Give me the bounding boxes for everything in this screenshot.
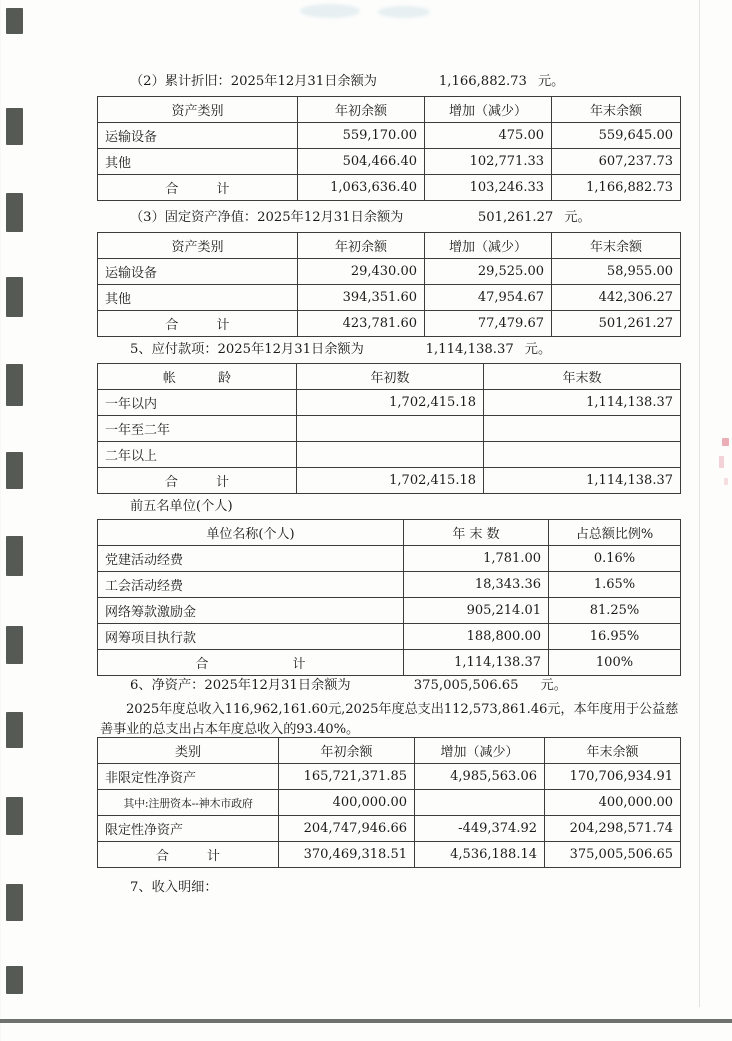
table-row	[98, 416, 681, 442]
section-heading-accumulated-depreciation	[113, 72, 564, 92]
row-label: 非限定性净资产	[98, 764, 279, 790]
row-label: 一年以内	[98, 390, 297, 416]
cell-value: 170,706,934.91	[545, 764, 681, 790]
column-header: 类别	[98, 738, 279, 764]
total-value: 370,469,318.51	[279, 842, 415, 868]
cell-value: 204,747,946.66	[279, 816, 415, 842]
table-header-row	[98, 233, 681, 259]
table-row	[98, 259, 681, 285]
heading-unit: 元。	[564, 210, 591, 225]
column-header: 增加（减少）	[425, 233, 552, 259]
heading-amount: 1,114,138.37	[425, 342, 514, 357]
scan-seam-artifact	[699, 0, 700, 1007]
cell-value: 16.95%	[549, 624, 681, 650]
cell-value: 400,000.00	[279, 790, 415, 816]
cell-value: 475.00	[425, 123, 552, 149]
table-total-row	[98, 175, 681, 201]
table-row	[98, 572, 681, 598]
heading-unit: 元。	[537, 74, 565, 89]
table-header-row	[98, 97, 681, 123]
red-stamp-fleck-artifact	[722, 438, 729, 446]
heading-label: 6、净资产：2025年12月31日余额为	[130, 678, 351, 693]
table-header-row	[98, 520, 681, 546]
cell-value: 29,525.00	[425, 259, 552, 285]
binding-punch-mark	[6, 8, 23, 34]
table-total-row	[98, 842, 681, 868]
total-label: 合 计	[98, 650, 404, 676]
row-label: 其他	[98, 149, 298, 175]
cell-value: 47,954.67	[425, 285, 552, 311]
cell-value: 29,430.00	[298, 259, 425, 285]
column-header: 年初余额	[279, 738, 415, 764]
row-label: 二年以上	[98, 442, 297, 468]
total-value: 1,114,138.37	[404, 650, 549, 676]
cell-value: 18,343.36	[404, 572, 549, 598]
binding-punch-mark	[6, 626, 23, 664]
column-header: 年初余额	[298, 233, 425, 259]
binding-punch-mark	[6, 452, 23, 489]
column-header: 单位名称(个人)	[98, 520, 404, 546]
total-label: 合 计	[98, 175, 298, 201]
heading-label: （2）累计折旧：2025年12月31日余额为	[130, 74, 377, 89]
total-value: 4,536,188.14	[415, 842, 545, 868]
column-header: 帐 龄	[98, 364, 297, 390]
total-value: 100%	[549, 650, 681, 676]
column-header: 资产类别	[98, 233, 298, 259]
cell-value: 559,645.00	[552, 123, 681, 149]
row-label: 网筹项目执行款	[98, 624, 404, 650]
row-label: 党建活动经费	[98, 546, 404, 572]
binding-punch-mark	[6, 884, 23, 921]
binding-punch-mark	[6, 193, 23, 232]
total-value: 375,005,506.65	[545, 842, 681, 868]
cell-value: 102,771.33	[425, 149, 552, 175]
total-value: 1,702,415.18	[297, 468, 484, 494]
heading-unit: 元。	[524, 342, 552, 357]
net-assets-summary-paragraph: 2025年度总收入116,962,161.60元,2025年度总支出112,573,861.46元，本年度用于公益慈善事业的总支出占本年度总收入的93.40%。	[100, 702, 679, 738]
table-total-row	[98, 468, 681, 494]
heading-unit: 元。	[540, 678, 567, 693]
cell-value	[415, 790, 545, 816]
section-heading-accounts-payable	[113, 340, 551, 360]
cell-value: 165,721,371.85	[279, 764, 415, 790]
cell-value: 58,955.00	[552, 259, 681, 285]
scanner-smudge-artifact	[300, 4, 360, 18]
row-label: 限定性净资产	[98, 816, 279, 842]
cell-value: 504,466.40	[298, 149, 425, 175]
scan-bottom-band-artifact	[0, 1019, 732, 1023]
table-row	[98, 598, 681, 624]
table-accumulated-depreciation	[97, 96, 681, 201]
column-header: 年末余额	[552, 233, 681, 259]
table-accounts-payable-aging	[97, 363, 681, 494]
cell-value: 442,306.27	[552, 285, 681, 311]
column-header: 年末数	[484, 364, 681, 390]
column-header: 占总额比例%	[549, 520, 681, 546]
table-row	[98, 816, 681, 842]
total-label: 合 计	[98, 311, 298, 337]
cell-value: 1,781.00	[404, 546, 549, 572]
table-row	[98, 546, 681, 572]
cell-value	[297, 442, 484, 468]
binding-punch-mark	[6, 108, 23, 145]
binding-punch-mark	[6, 536, 23, 576]
binding-punch-mark	[6, 966, 23, 994]
binding-punch-mark	[6, 277, 23, 317]
table-total-row	[98, 650, 681, 676]
scanner-smudge-artifact	[378, 6, 430, 18]
heading-label: 5、应付款项：2025年12月31日余额为	[130, 342, 364, 357]
total-value: 501,261.27	[552, 311, 681, 337]
row-label: 工会活动经费	[98, 572, 404, 598]
table-row	[98, 285, 681, 311]
column-header: 增加（减少）	[425, 97, 552, 123]
cell-value: 188,800.00	[404, 624, 549, 650]
total-value: 1,166,882.73	[552, 175, 681, 201]
table-row	[98, 149, 681, 175]
column-header: 年末余额	[545, 738, 681, 764]
table-fixed-assets-net-value	[97, 232, 681, 337]
total-label: 合 计	[98, 842, 279, 868]
cell-value	[297, 416, 484, 442]
row-label: 其他	[98, 285, 298, 311]
heading-amount: 1,166,882.73	[438, 74, 527, 89]
cell-value: 400,000.00	[545, 790, 681, 816]
cell-value: 4,985,563.06	[415, 764, 545, 790]
cell-value: 1,114,138.37	[484, 390, 681, 416]
column-header: 资产类别	[98, 97, 298, 123]
table-row	[98, 624, 681, 650]
row-label: 运输设备	[98, 259, 298, 285]
binding-punch-mark	[6, 712, 23, 748]
table-header-row	[98, 364, 681, 390]
section-heading-fixed-assets-net-value	[113, 208, 591, 228]
total-value: 423,781.60	[298, 311, 425, 337]
table-total-row	[98, 311, 681, 337]
cell-value: 559,170.00	[298, 123, 425, 149]
section-heading-net-assets	[113, 676, 567, 696]
cell-value: -449,374.92	[415, 816, 545, 842]
cell-value: 204,298,571.74	[545, 816, 681, 842]
column-header: 年末余额	[552, 97, 681, 123]
column-header: 增加（减少）	[415, 738, 545, 764]
cell-value: 1,702,415.18	[297, 390, 484, 416]
cell-value	[484, 416, 681, 442]
heading-label: （3）固定资产净值：2025年12月31日余额为	[130, 210, 404, 225]
table-row-sub	[98, 790, 681, 816]
cell-value	[484, 442, 681, 468]
table-net-assets	[97, 737, 681, 868]
row-label: 运输设备	[98, 123, 298, 149]
cell-value: 1.65%	[549, 572, 681, 598]
cell-value: 607,237.73	[552, 149, 681, 175]
cell-value: 905,214.01	[404, 598, 549, 624]
subheading-top-five-units: 前五名单位(个人)	[130, 499, 233, 514]
row-label: 其中:注册资本--神木市政府	[98, 790, 279, 816]
cell-value: 0.16%	[549, 546, 681, 572]
table-header-row	[98, 738, 681, 764]
red-stamp-fleck-artifact	[724, 478, 728, 485]
row-label: 网络筹款激励金	[98, 598, 404, 624]
heading-amount: 501,261.27	[477, 210, 554, 225]
red-stamp-fleck-artifact	[719, 456, 724, 468]
table-row	[98, 123, 681, 149]
table-row	[98, 442, 681, 468]
column-header: 年 末 数	[404, 520, 549, 546]
section-heading-income-detail: 7、收入明细：	[130, 880, 218, 895]
total-value: 77,479.67	[425, 311, 552, 337]
table-top-five-units	[97, 519, 681, 676]
heading-amount: 375,005,506.65	[413, 678, 519, 693]
total-value: 103,246.33	[425, 175, 552, 201]
binding-punch-mark	[6, 364, 23, 406]
cell-value: 394,351.60	[298, 285, 425, 311]
total-label: 合 计	[98, 468, 297, 494]
total-value: 1,063,636.40	[298, 175, 425, 201]
total-value: 1,114,138.37	[484, 468, 681, 494]
row-label: 一年至二年	[98, 416, 297, 442]
table-row	[98, 390, 681, 416]
table-row	[98, 764, 681, 790]
column-header: 年初余额	[298, 97, 425, 123]
binding-punch-mark	[6, 797, 23, 835]
cell-value: 81.25%	[549, 598, 681, 624]
column-header: 年初数	[297, 364, 484, 390]
